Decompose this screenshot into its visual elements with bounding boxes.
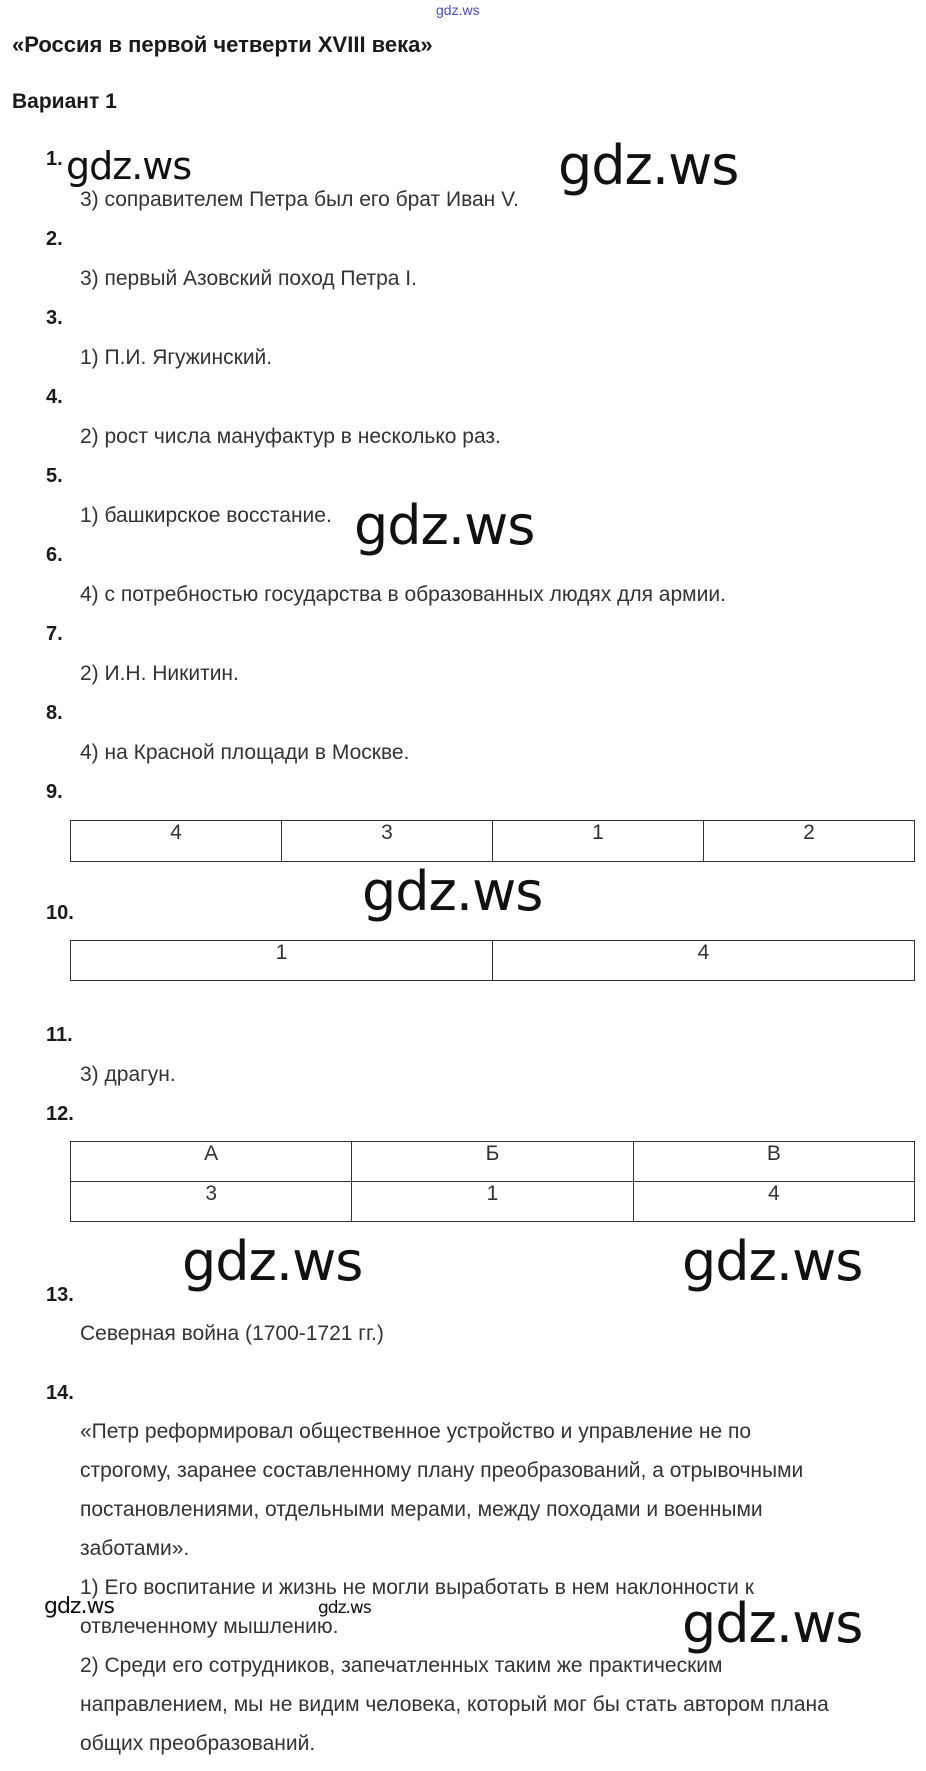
answer-7: 2) И.Н. Никитин. — [80, 662, 239, 685]
answer-14-line: «Петр реформировал общественное устройство и управление не по — [80, 1420, 752, 1443]
question-number-9: 9. — [46, 781, 63, 803]
question-number-12: 12. — [46, 1103, 74, 1125]
table-cell: 3 — [71, 1182, 352, 1222]
question-number-8: 8. — [46, 702, 63, 724]
question-number-2: 2. — [46, 228, 63, 250]
page-title: «Россия в первой четверти XVIII века» — [12, 32, 433, 57]
question-number-14: 14. — [46, 1382, 74, 1404]
table-header-cell: А — [71, 1142, 352, 1182]
watermark: gdz.ws — [682, 1230, 863, 1293]
question-number-11: 11. — [46, 1024, 73, 1046]
answer-4: 2) рост числа мануфактур в несколько раз. — [80, 425, 501, 448]
answer-2: 3) первый Азовский поход Петра I. — [80, 267, 417, 290]
table-cell: 4 — [633, 1182, 914, 1222]
table-cell: 1 — [493, 821, 704, 862]
variant-heading: Вариант 1 — [12, 90, 117, 113]
answer-11: 3) драгун. — [80, 1063, 176, 1086]
answer-14-line: отвлеченному мышлению. — [80, 1615, 339, 1638]
answer-3: 1) П.И. Ягужинский. — [80, 346, 273, 369]
watermark: gdz.ws — [66, 144, 192, 188]
answer-14-line: общих преобразований. — [80, 1732, 316, 1755]
answer-14-line: 2) Среди его сотрудников, запечатленных таким же практическим — [80, 1654, 723, 1677]
answer-14-line: строгому, заранее составленному плану преобразований, а отрывочными — [80, 1459, 804, 1482]
table-cell: 1 — [352, 1182, 633, 1222]
watermark: gdz.ws — [558, 134, 739, 197]
watermark: gdz.ws — [182, 1230, 363, 1293]
answer-13: Северная война (1700-1721 гг.) — [80, 1322, 384, 1345]
watermark: gdz.ws — [44, 1594, 114, 1619]
table-cell: 4 — [493, 941, 915, 981]
table-cell: 4 — [71, 821, 282, 862]
answer-14-line: постановлениями, отдельными мерами, между походами и военными — [80, 1498, 763, 1521]
table-header-cell: В — [633, 1142, 914, 1182]
answer-5: 1) башкирское восстание. — [80, 504, 332, 527]
answer-14-line: направлением, мы не видим человека, который мог бы стать автором плана — [80, 1693, 829, 1716]
answer-table-10 — [70, 940, 915, 981]
table-cell: 2 — [704, 821, 915, 862]
question-number-10: 10. — [46, 902, 74, 924]
table-cell: 1 — [71, 941, 493, 981]
watermark: gdz.ws — [354, 494, 535, 557]
answer-1: 3) соправителем Петра был его брат Иван V. — [80, 188, 520, 211]
answer-table-12 — [70, 1141, 915, 1222]
watermark: gdz.ws — [682, 1592, 863, 1655]
answer-14-line: заботами». — [80, 1537, 190, 1560]
question-number-1: 1. — [46, 148, 63, 170]
answer-14 — [80, 1412, 900, 1763]
watermark: gdz.ws — [362, 860, 543, 923]
answer-8: 4) на Красной площади в Москве. — [80, 741, 410, 764]
watermark: gdz.ws — [318, 1598, 371, 1618]
top-watermark: gdz.ws — [436, 2, 480, 18]
question-number-13: 13. — [46, 1284, 74, 1306]
question-number-4: 4. — [46, 386, 63, 408]
table-cell: 3 — [282, 821, 493, 862]
question-number-3: 3. — [46, 307, 63, 329]
answer-6: 4) с потребностью государства в образованных людях для армии. — [80, 583, 726, 606]
answer-14-line: 1) Его воспитание и жизнь не могли выработать в нем наклонности к — [80, 1576, 754, 1599]
question-number-7: 7. — [46, 623, 63, 645]
question-number-5: 5. — [46, 465, 63, 487]
table-header-cell: Б — [352, 1142, 633, 1182]
question-number-6: 6. — [46, 544, 63, 566]
answer-table-9 — [70, 820, 915, 862]
